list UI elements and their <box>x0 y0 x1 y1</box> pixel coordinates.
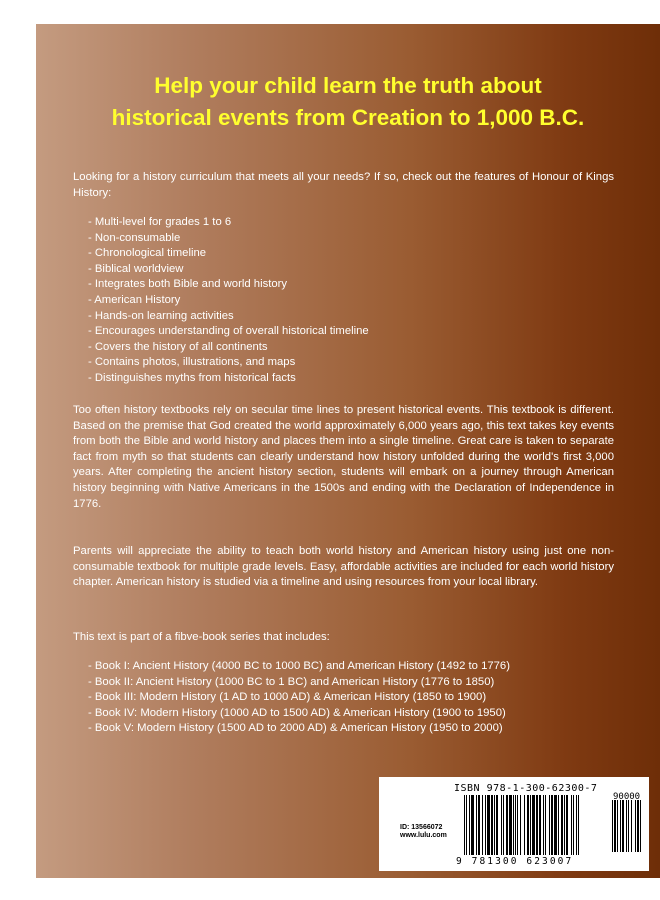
list-item: - Distinguishes myths from historical facts <box>88 371 296 384</box>
barcode-bar <box>628 800 629 852</box>
barcode-bar <box>464 795 465 855</box>
list-item: - Biblical worldview <box>88 262 184 275</box>
list-item: - Book V: Modern History (1500 AD to 2000 AD) & American History (1950 to 2000) <box>88 722 503 735</box>
barcode-bar <box>503 795 504 855</box>
list-item: - Contains photos, illustrations, and maps <box>88 356 296 369</box>
barcode-bar <box>517 795 518 855</box>
barcode-bar <box>620 800 621 852</box>
description-paragraph: Too often history textbooks rely on secular time lines to present historical events. This textbook is different. Based on the premise that God created the world approximately 6,000 years ago, this text takes key events from both the Bible and world history and places them into a single timeline. Great care is taken to separate fact from myth so that students can clearly understand how history unfolded during the world's first 3,000 years. After completing the ancient history section, students will embark on a journey through American history beginning with Native Americans in the 1500s and ending with the Declaration of Independence in 1776. <box>73 404 614 510</box>
barcode-bar <box>513 795 514 855</box>
barcode-bar <box>626 800 627 852</box>
barcode-bar <box>476 795 477 855</box>
list-item: - Non-consumable <box>88 231 181 244</box>
barcode-bar <box>485 795 486 855</box>
features-list <box>88 215 608 387</box>
barcode-bar <box>501 795 502 855</box>
list-item: - Encourages understanding of overall historical timeline <box>88 325 369 338</box>
list-item: - Book IV: Modern History (1000 AD to 1500 AD) & American History (1900 to 1950) <box>88 706 506 719</box>
list-item: - Book I: Ancient History (4000 BC to 1000 BC) and American History (1492 to 1776) <box>88 660 510 672</box>
barcode-bar <box>640 800 641 852</box>
barcode-bar <box>566 795 568 855</box>
barcode-bar <box>539 795 541 855</box>
barcode-bar <box>635 800 636 852</box>
list-item: - Hands-on learning activities <box>88 309 234 322</box>
list-item: - Integrates both Bible and world history <box>88 278 288 291</box>
list-item: - Multi-level for grades 1 to 6 <box>88 216 232 228</box>
barcode-bar <box>491 795 493 855</box>
barcode-bar <box>466 795 467 855</box>
barcode-digits: 9 781300 623007 <box>456 856 574 867</box>
barcode-bar <box>617 800 618 852</box>
addon-digits: 90000 <box>613 792 641 802</box>
publisher-url: www.lulu.com <box>400 832 447 839</box>
barcode-bar <box>482 795 483 855</box>
barcode-bar <box>571 795 572 855</box>
barcode-bar <box>524 795 525 855</box>
book-series-list <box>88 659 608 737</box>
intro-paragraph: Looking for a history curriculum that meets all your needs? If so, check out the features of Honour of Kings History: <box>73 171 614 199</box>
barcode-bar <box>545 795 546 855</box>
barcode-bar <box>631 800 632 852</box>
barcode-bar <box>612 800 613 852</box>
list-item: - Book II: Ancient History (1000 BC to 1 BC) and American History (1776 to 1850) <box>88 675 495 688</box>
barcode-bar <box>527 795 529 855</box>
barcode-bar <box>469 795 470 855</box>
barcode-bar <box>543 795 544 855</box>
barcode-bar <box>530 795 531 855</box>
list-item: - Book III: Modern History (1 AD to 1000 AD) & American History (1850 to 1900) <box>88 691 487 704</box>
barcode-bar <box>554 795 557 855</box>
barcode-bar <box>532 795 535 855</box>
series-intro: This text is part of a fibve-book series that includes: <box>73 631 330 643</box>
barcode-bar <box>558 795 559 855</box>
barcode-bar <box>536 795 538 855</box>
barcode-bar <box>471 795 474 855</box>
isbn-barcode <box>464 795 609 857</box>
barcode-bar <box>564 795 565 855</box>
addon-barcode <box>612 800 648 856</box>
barcode-bar <box>520 795 521 855</box>
list-item: - Chronological timeline <box>88 247 207 260</box>
headline <box>36 70 660 134</box>
barcode-bar <box>515 795 516 855</box>
barcode-bar <box>573 795 574 855</box>
isbn-label: ISBN 978-1-300-62300-7 <box>454 783 598 794</box>
barcode-bar <box>549 795 550 855</box>
parents-paragraph: Parents will appreciate the ability to teach both world history and American history using just one non-consumable textbook for multiple grade levels. Easy, affordable activities are included for each world history chapter. American history is studied via a timeline and using resources from your local library. <box>73 545 614 589</box>
headline-line-1: Help your child learn the truth about <box>154 73 542 98</box>
barcode-bar <box>578 795 579 855</box>
publisher-id: ID: 13566072 <box>400 824 443 831</box>
barcode-bar <box>494 795 495 855</box>
barcode-bar <box>561 795 563 855</box>
barcode-bar <box>614 800 616 852</box>
barcode-bar <box>487 795 490 855</box>
headline-line-2: historical events from Creation to 1,000 B.C. <box>111 105 585 130</box>
list-item: - Covers the history of all continents <box>88 340 268 353</box>
barcode-bar <box>506 795 508 855</box>
barcode-bar <box>622 800 624 852</box>
barcode-bar <box>509 795 512 855</box>
list-item: - American History <box>88 293 181 306</box>
barcode-bar <box>496 795 498 855</box>
barcode-bar <box>551 795 553 855</box>
barcode-bar <box>576 795 577 855</box>
barcode-bar <box>478 795 480 855</box>
barcode-bar <box>637 800 639 852</box>
